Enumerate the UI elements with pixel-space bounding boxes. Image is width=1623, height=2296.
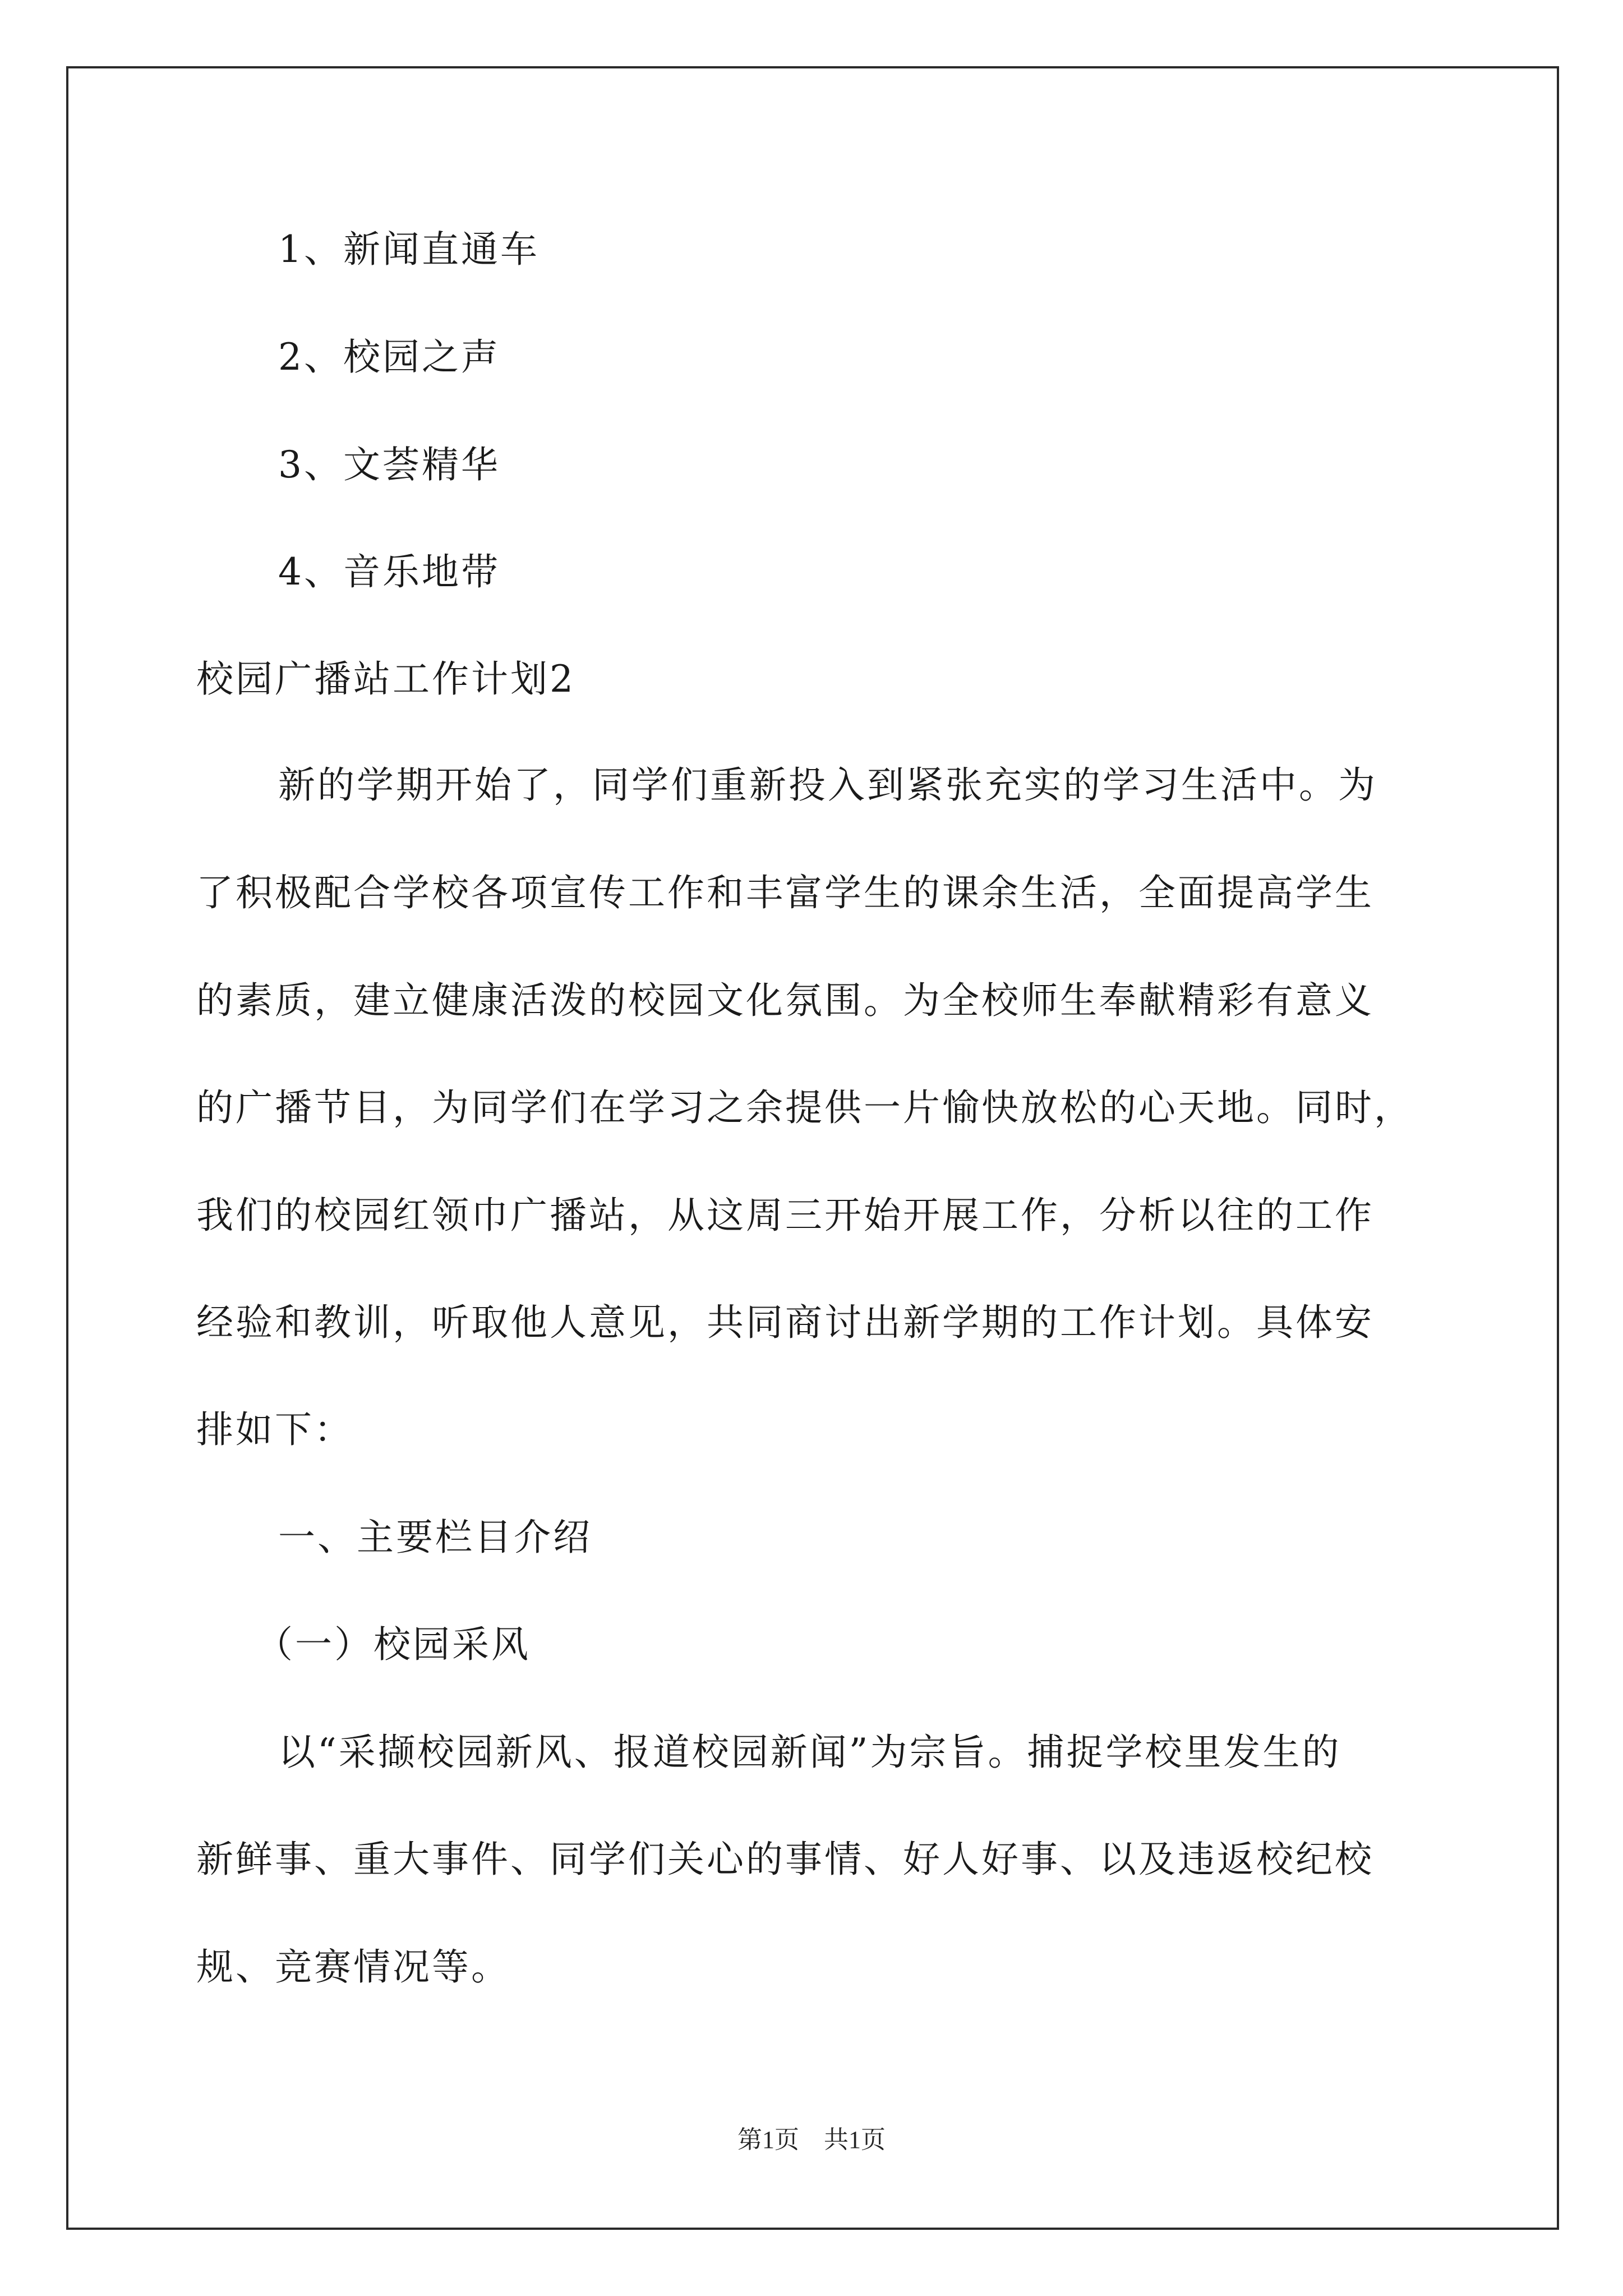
page-number: 第1页 共1页 — [737, 2126, 886, 2154]
list-item: 2、校园之声 — [278, 335, 500, 379]
paragraph-line: 的素质，建立健康活泼的校园文化氛围。为全校师生奉献精彩有意义 — [196, 979, 1374, 1022]
paragraph-line: 我们的校园红领巾广播站，从这周三开始开展工作，分析以往的工作 — [196, 1194, 1374, 1237]
section-title: 一、主要栏目介绍 — [278, 1516, 592, 1559]
paragraph-line: 规、竞赛情况等。 — [196, 1945, 510, 1989]
subsection-title: （一）校园采风 — [256, 1623, 531, 1666]
paragraph-line: 以“采撷校园新风、报道校园新闻”为宗旨。捕捉学校里发生的 — [278, 1731, 1341, 1774]
paragraph-line: 新的学期开始了，同学们重新投入到紧张充实的学习生活中。为 — [278, 763, 1377, 807]
page-border — [66, 66, 1559, 2230]
paragraph-line: 的广播节目，为同学们在学习之余提供一片愉快放松的心天地。同时， — [196, 1086, 1413, 1129]
list-item: 4、音乐地带 — [278, 550, 500, 593]
paragraph-line: 经验和教训，听取他人意见，共同商讨出新学期的工作计划。具体安 — [196, 1301, 1374, 1344]
paragraph-line: 新鲜事、重大事件、同学们关心的事情、好人好事、以及违返校纪校 — [196, 1838, 1374, 1881]
paragraph-line: 了积极配合学校各项宣传工作和丰富学生的课余生活，全面提高学生 — [196, 871, 1374, 914]
section-heading: 校园广播站工作计划2 — [196, 657, 575, 701]
list-item: 3、文荟精华 — [278, 443, 500, 486]
paragraph-line: 排如下： — [196, 1408, 353, 1451]
list-item: 1、新闻直通车 — [278, 228, 540, 271]
